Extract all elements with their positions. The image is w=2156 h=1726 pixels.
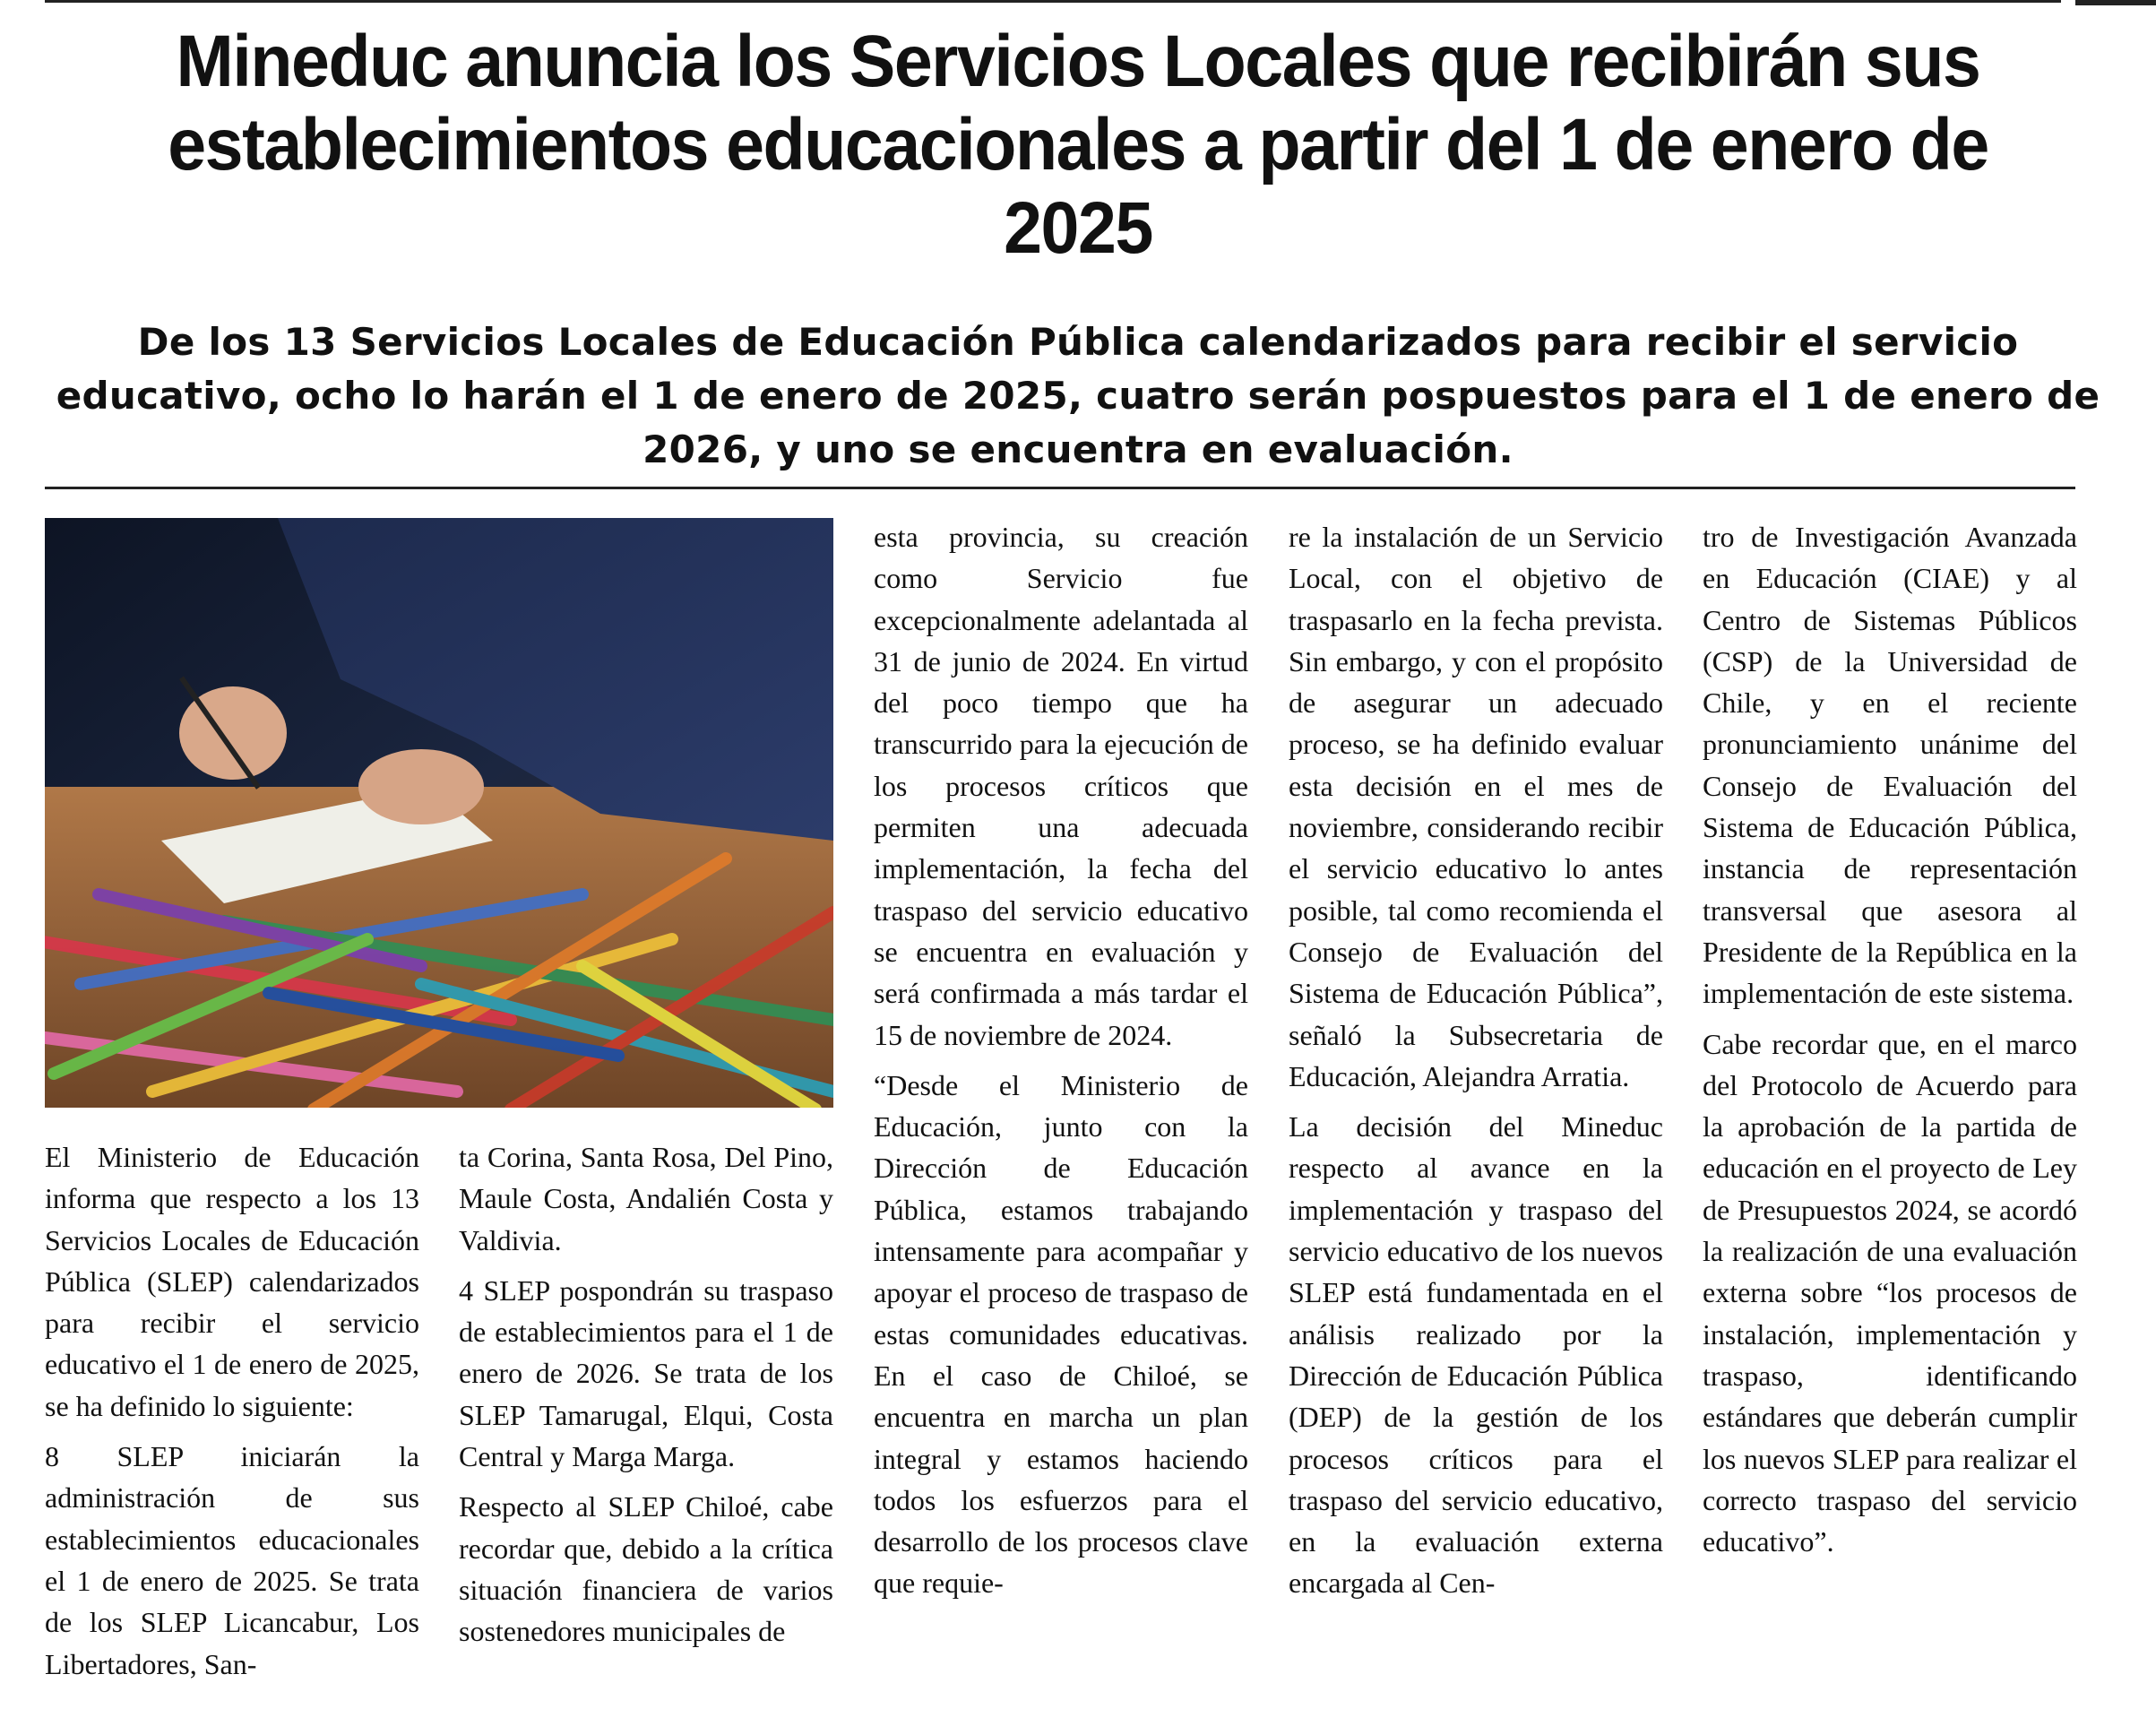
article-column-1 — [45, 1136, 419, 1719]
article-column-5 — [1703, 516, 2077, 1719]
article-column-4 — [1289, 516, 1663, 1719]
paragraph: La decisión del Mineduc respecto al avance en la implementación y traspaso del servicio educativo de los nuevos SLEP está fundamentada en el análisis realizado por la Dirección de Educación Pública (DEP) de la gestión de los procesos críticos para el traspaso del servicio educativo, en la evaluación externa encargada al Cen- — [1289, 1110, 1663, 1600]
paragraph: re la instalación de un Servicio Local, con el objetivo de traspasarlo en la fecha prevista. Sin embargo, y con el propósito de asegurar un adecuado proceso, se ha definido evaluar esta decisión en el mes de noviembre, considerando recibir el servicio educativo lo antes posible, tal como recomienda el Consejo de Evaluación del Sistema de Educación Pública”, señaló la Subsecretaria de Educación, Alejandra Arratia. — [1289, 521, 1663, 1092]
headline: Mineduc anuncia los Servicios Locales que recibirán sus establecimientos educacionales a partir del 1 de enero de 2025 — [168, 21, 1988, 269]
paragraph: “Desde el Ministerio de Educación, junto con la Dirección de Educación Pública, estamos trabajando intensamente para acompañar y apoyar el proceso de traspaso de estas comunidades educativas. En el caso de Chiloé, se encuentra en marcha un plan integral y estamos haciendo todos los esfuerzos para el desarrollo de los procesos clave que requie- — [874, 1068, 1248, 1600]
paragraph: El Ministerio de Educación informa que respecto a los 13 Servicios Locales de Educación Pública (SLEP) calendarizados para recibir el servicio educativo el 1 de enero de 2025, se ha definido lo siguiente: — [45, 1141, 419, 1422]
paragraph: esta provincia, su creación como Servicio fue excepcionalmente adelantada al 31 de junio de 2024. En virtud del poco tiempo que ha transcurrido para la ejecución de los procesos críticos que permiten una adecuada implementación, la fecha del traspaso del servicio educativo se encuentra en evaluación y será confirmada a más tardar el 15 de noviembre de 2024. — [874, 521, 1248, 1051]
subheadline: De los 13 Servicios Locales de Educación Pública calendarizados para recibir el servicio educativo, ocho lo harán el 1 de enero de 2025, cuatro serán pospuestos para el 1 de enero de 2026, y uno se encuentra en evaluación. — [56, 320, 2100, 471]
photo-child-drawing-with-colored-pencils — [45, 518, 833, 1108]
paragraph: ta Corina, Santa Rosa, Del Pino, Maule Costa, Andalién Costa y Valdivia. — [459, 1141, 833, 1256]
divider-rule — [45, 487, 2075, 489]
paragraph: Cabe recordar que, en el marco del Protocolo de Acuerdo para la aprobación de la partida de educación en el proyecto de Ley de Presupuestos 2024, se acordó la realización de una evaluación externa sobre “los procesos de instalación, implementación y traspaso, identificando estándares que deberán cumplir los nuevos SLEP para realizar el correcto traspaso del servicio educativo”. — [1703, 1027, 2077, 1558]
paragraph: 4 SLEP pospondrán su traspaso de establecimientos para el 1 de enero de 2026. Se trata de los SLEP Tamarugal, Elqui, Costa Central y Marga Marga. — [459, 1273, 833, 1473]
paragraph: Respecto al SLEP Chiloé, cabe recordar que, debido a la crítica situación financiera de varios sostenedores municipales de — [459, 1490, 833, 1648]
article-column-2 — [459, 1136, 833, 1719]
paragraph: 8 SLEP iniciarán la administración de sus establecimientos educacionales el 1 de enero de 2025. Se trata de los SLEP Licancabur, Los Libertadores, San- — [45, 1440, 419, 1680]
top-rule — [45, 0, 2061, 3]
corner-mark — [2075, 0, 2156, 5]
article-column-3 — [874, 516, 1248, 1719]
paragraph: tro de Investigación Avanzada en Educación (CIAE) y al Centro de Sistemas Públicos (CSP) de la Universidad de Chile, y en el reciente pronunciamiento unánime del Consejo de Evaluación del Sistema de Educación Pública, instancia de representación transversal que asesora al Presidente de la República en la implementación de este sistema. — [1703, 521, 2077, 1010]
